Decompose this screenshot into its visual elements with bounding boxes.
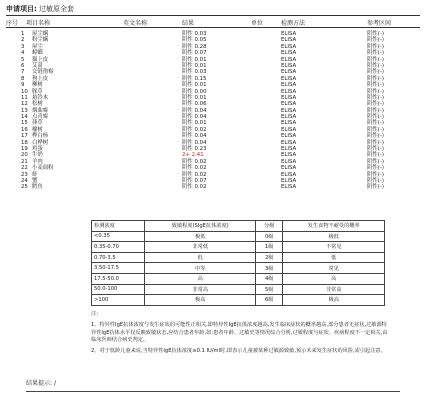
ref-cell: 0.35-0.70 [92, 242, 145, 253]
row-name: 悬铃木 [32, 94, 49, 101]
notes-label: 注: [91, 311, 98, 317]
ref-cell: 低 [145, 252, 256, 263]
row-ref: 阴性(-) [367, 120, 384, 127]
row-ref: 阴性(-) [367, 56, 384, 63]
row-ref: 阴性(-) [367, 152, 384, 159]
row-method: ELISA [281, 56, 297, 63]
row-no: 5 [21, 56, 25, 63]
row-result: 阴性 0.01 [182, 94, 207, 101]
column-rule [6, 27, 420, 28]
row-no: 1 [21, 31, 25, 37]
row-name: 羊肉 [32, 158, 43, 165]
row-name: 柳树 [32, 82, 43, 89]
row-no: 23 [21, 171, 28, 178]
row-ref: 阴性(-) [367, 37, 384, 44]
row-no: 17 [21, 133, 28, 140]
row-ref: 阴性(-) [367, 43, 384, 50]
row-result: 2+ 2.41 [182, 152, 204, 159]
row-name: 艾蒿 [32, 62, 43, 69]
row-result: 阴性 0.06 [182, 101, 207, 108]
row-method: ELISA [281, 177, 297, 184]
row-no: 16 [21, 126, 28, 133]
row-ref: 阴性(-) [367, 50, 384, 57]
table-row [6, 184, 420, 190]
apply-item-label: 申请项目: [6, 5, 37, 13]
row-result: 阴性 0.03 [182, 31, 207, 37]
ref-row [92, 252, 385, 263]
ref-row [92, 284, 385, 295]
row-method: ELISA [281, 114, 297, 121]
row-result: 阴性 0.28 [182, 43, 207, 50]
row-method: ELISA [281, 152, 297, 159]
col-unit: 单位 [251, 20, 264, 27]
row-result: 阴性 0.04 [182, 114, 207, 121]
row-method: ELISA [281, 43, 297, 50]
ref-cell: 高 [145, 273, 256, 284]
row-name: 小麦面粉 [32, 165, 54, 172]
row-ref: 阴性(-) [367, 114, 384, 121]
row-no: 2 [21, 37, 25, 44]
ref-cell: 0级 [256, 231, 283, 242]
ref-cell: 非常高 [145, 284, 256, 295]
row-no: 18 [21, 139, 28, 146]
row-no: 4 [21, 50, 25, 57]
col-ref: 参考区间 [367, 20, 392, 27]
row-ref: 阴性(-) [367, 133, 384, 140]
col-item: 项目名称 [26, 20, 51, 27]
row-method: ELISA [281, 75, 297, 82]
conclusion-label: 结果提示: [26, 380, 53, 387]
row-no: 14 [21, 114, 28, 121]
row-ref: 阴性(-) [367, 62, 384, 69]
row-method: ELISA [281, 31, 297, 37]
row-name: 点青霉 [32, 114, 49, 121]
ref-cell: 1级 [256, 242, 283, 253]
ref-cell: 常见 [283, 263, 385, 274]
ref-cell: 6级 [256, 295, 283, 306]
row-no: 25 [21, 184, 28, 191]
ref-cell: 非常高 [283, 284, 385, 295]
row-result: 阴性 0.01 [182, 56, 207, 63]
row-name: 蟹 [32, 177, 38, 184]
ref-row [92, 295, 385, 306]
ref-cell: 17.5-50.0 [92, 273, 145, 284]
row-method: ELISA [281, 82, 297, 89]
row-name: 交链孢霉 [32, 69, 54, 76]
ref-cell: 非常低 [145, 242, 256, 253]
row-result: 阴性 0.02 [182, 171, 207, 178]
result-rows [6, 31, 420, 191]
row-method: ELISA [281, 37, 297, 44]
row-ref: 阴性(-) [367, 107, 384, 114]
row-method: ELISA [281, 184, 297, 191]
conclusion-value: / [53, 380, 56, 387]
ref-header-cell: 致敏程度(SIgE抗体浓度) [145, 221, 256, 232]
apply-item-value: 过敏原全套 [39, 5, 75, 13]
row-method: ELISA [281, 94, 297, 101]
row-no: 9 [21, 82, 25, 89]
row-result: 阴性 0.03 [182, 69, 207, 76]
row-ref: 阴性(-) [367, 165, 384, 172]
row-method: ELISA [281, 126, 297, 133]
row-name: 鳕鱼 [32, 184, 43, 191]
row-method: ELISA [281, 158, 297, 165]
row-ref: 阴性(-) [367, 126, 384, 133]
row-result: 阴性 0.02 [182, 184, 207, 191]
ref-cell: 极低 [145, 231, 256, 242]
row-result: 阴性 0.07 [182, 50, 207, 57]
row-result: 阴性 0.05 [182, 37, 207, 44]
ref-header-row [92, 221, 385, 232]
ref-cell: 50.0-100 [92, 284, 145, 295]
row-name: 葎草 [32, 120, 43, 127]
row-ref: 阴性(-) [367, 184, 384, 191]
row-method: ELISA [281, 120, 297, 127]
row-no: 24 [21, 177, 28, 184]
ref-row [92, 263, 385, 274]
row-name: 榆树 [32, 126, 43, 133]
row-method: ELISA [281, 50, 297, 57]
row-no: 8 [21, 75, 25, 82]
ref-cell: 3级 [256, 263, 283, 274]
row-ref: 阴性(-) [367, 158, 384, 165]
row-ref: 阴性(-) [367, 94, 384, 101]
col-en: 英文名称 [123, 20, 148, 27]
row-result: 阴性 0.23 [182, 146, 207, 153]
ref-cell: 中等 [145, 263, 256, 274]
row-result: 阴性 0.01 [182, 120, 207, 127]
ref-cell: 极高 [145, 295, 256, 306]
row-name: 蟑螂 [32, 50, 43, 57]
row-result: 阴性 0.04 [182, 139, 207, 146]
ref-cell: 5级 [256, 284, 283, 295]
row-no: 21 [21, 158, 28, 165]
row-result: 阴性 0.02 [182, 126, 207, 133]
row-method: ELISA [281, 171, 297, 178]
ref-row [92, 242, 385, 253]
row-name: 虾 [32, 171, 38, 178]
ref-cell: >100 [92, 295, 145, 306]
row-ref: 阴性(-) [367, 88, 384, 95]
row-ref: 阴性(-) [367, 101, 384, 108]
row-no: 13 [21, 107, 28, 114]
row-result: 阴性 0.01 [182, 82, 207, 89]
ref-cell: 高 [283, 273, 385, 284]
ref-row [92, 231, 385, 242]
notes [91, 311, 391, 359]
row-method: ELISA [281, 62, 297, 69]
row-method: ELISA [281, 88, 297, 95]
row-result: 阴性 0.02 [182, 158, 207, 165]
row-result: 阴性 0.04 [182, 107, 207, 114]
row-method: ELISA [281, 101, 297, 108]
ref-cell: 4级 [256, 273, 283, 284]
ref-cell: 极低 [283, 231, 385, 242]
ref-cell: 不常见 [283, 242, 385, 253]
row-ref: 阴性(-) [367, 177, 384, 184]
ref-header-cell: 发生食物不耐受的概率 [283, 221, 385, 232]
row-name: 烟曲霉 [32, 107, 49, 114]
row-method: ELISA [281, 165, 297, 172]
row-method: ELISA [281, 146, 297, 153]
ref-cell: 低 [283, 252, 385, 263]
ref-header-cell: 检测浓度 [92, 221, 145, 232]
ref-cell: 3.50-17.5 [92, 263, 145, 274]
row-no: 12 [21, 101, 28, 108]
row-result: 阴性 0.15 [182, 75, 207, 82]
row-ref: 阴性(-) [367, 75, 384, 82]
row-ref: 阴性(-) [367, 82, 384, 89]
row-ref: 阴性(-) [367, 139, 384, 146]
row-result: 阴性 0.07 [182, 177, 207, 184]
row-method: ELISA [281, 133, 297, 140]
row-name: 白桦树 [32, 139, 49, 146]
row-result: 阴性 0.02 [182, 165, 207, 172]
row-name: 猫上皮 [32, 56, 49, 63]
row-name: 桦白杨 [32, 133, 49, 140]
col-method: 检测方法 [281, 20, 306, 27]
conclusion [26, 378, 56, 387]
row-ref: 阴性(-) [367, 31, 384, 37]
row-name: 屋尘 [32, 43, 43, 50]
row-result: 阴性 0.04 [182, 133, 207, 140]
row-name: 屋尘螨 [32, 31, 49, 37]
row-method: ELISA [281, 69, 297, 76]
footer-rule [26, 391, 400, 392]
row-method: ELISA [281, 139, 297, 146]
note-1: 1、特异性IgE抗体浓度与发生症状的可能性正相关,即特异性IgE抗体浓度越高,发生临床症状的概率越高,部分患者无症状,过敏源特异性IgE抗体水平仅反映致敏状态,应结合患者年龄,如:患者年龄、过敏史等情况综合分析,过敏程度与症状、疾病程度不一定相关,由临床医师结合病史判定。 [91, 321, 388, 344]
ref-cell: 极高 [283, 295, 385, 306]
col-no: 序号 [6, 20, 19, 27]
ref-cell: 0.70-3.5 [92, 252, 145, 263]
row-result: 阴性 0.01 [182, 62, 207, 69]
row-ref: 阴性(-) [367, 171, 384, 178]
row-result: 阴性 0.00 [182, 88, 207, 95]
row-name: 粉尘螨 [32, 37, 49, 44]
row-name: 牛奶 [32, 152, 43, 159]
reference-table [91, 220, 385, 306]
row-ref: 阴性(-) [367, 146, 384, 153]
row-name: 狗上皮 [32, 75, 49, 82]
row-name: 松树 [32, 101, 43, 108]
note-2: 2、对于低龄儿童来说,当特异性IgE抗体浓度≥0.1 IU/ml时,即表示儿童被某种过敏源致敏,预示未来发生症状的风险,需引起注意。 [91, 348, 386, 355]
row-name: 豚草 [32, 88, 43, 95]
ref-row [92, 273, 385, 284]
row-no: 22 [21, 165, 28, 172]
row-no: 19 [21, 146, 28, 153]
row-method: ELISA [281, 107, 297, 114]
row-no: 20 [21, 152, 28, 159]
ref-cell: 2级 [256, 252, 283, 263]
row-no: 10 [21, 88, 28, 95]
row-no: 11 [21, 94, 28, 101]
row-no: 3 [21, 43, 25, 50]
row-ref: 阴性(-) [367, 69, 384, 76]
row-name: 鸡蛋 [32, 146, 43, 153]
report-header [6, 4, 74, 14]
ref-cell: <0.35 [92, 231, 145, 242]
row-no: 7 [21, 69, 25, 76]
col-result: 结果 [182, 20, 195, 27]
row-no: 6 [21, 62, 25, 69]
row-no: 15 [21, 120, 28, 127]
header-rule [6, 15, 420, 16]
ref-header-cell: 分级 [256, 221, 283, 232]
